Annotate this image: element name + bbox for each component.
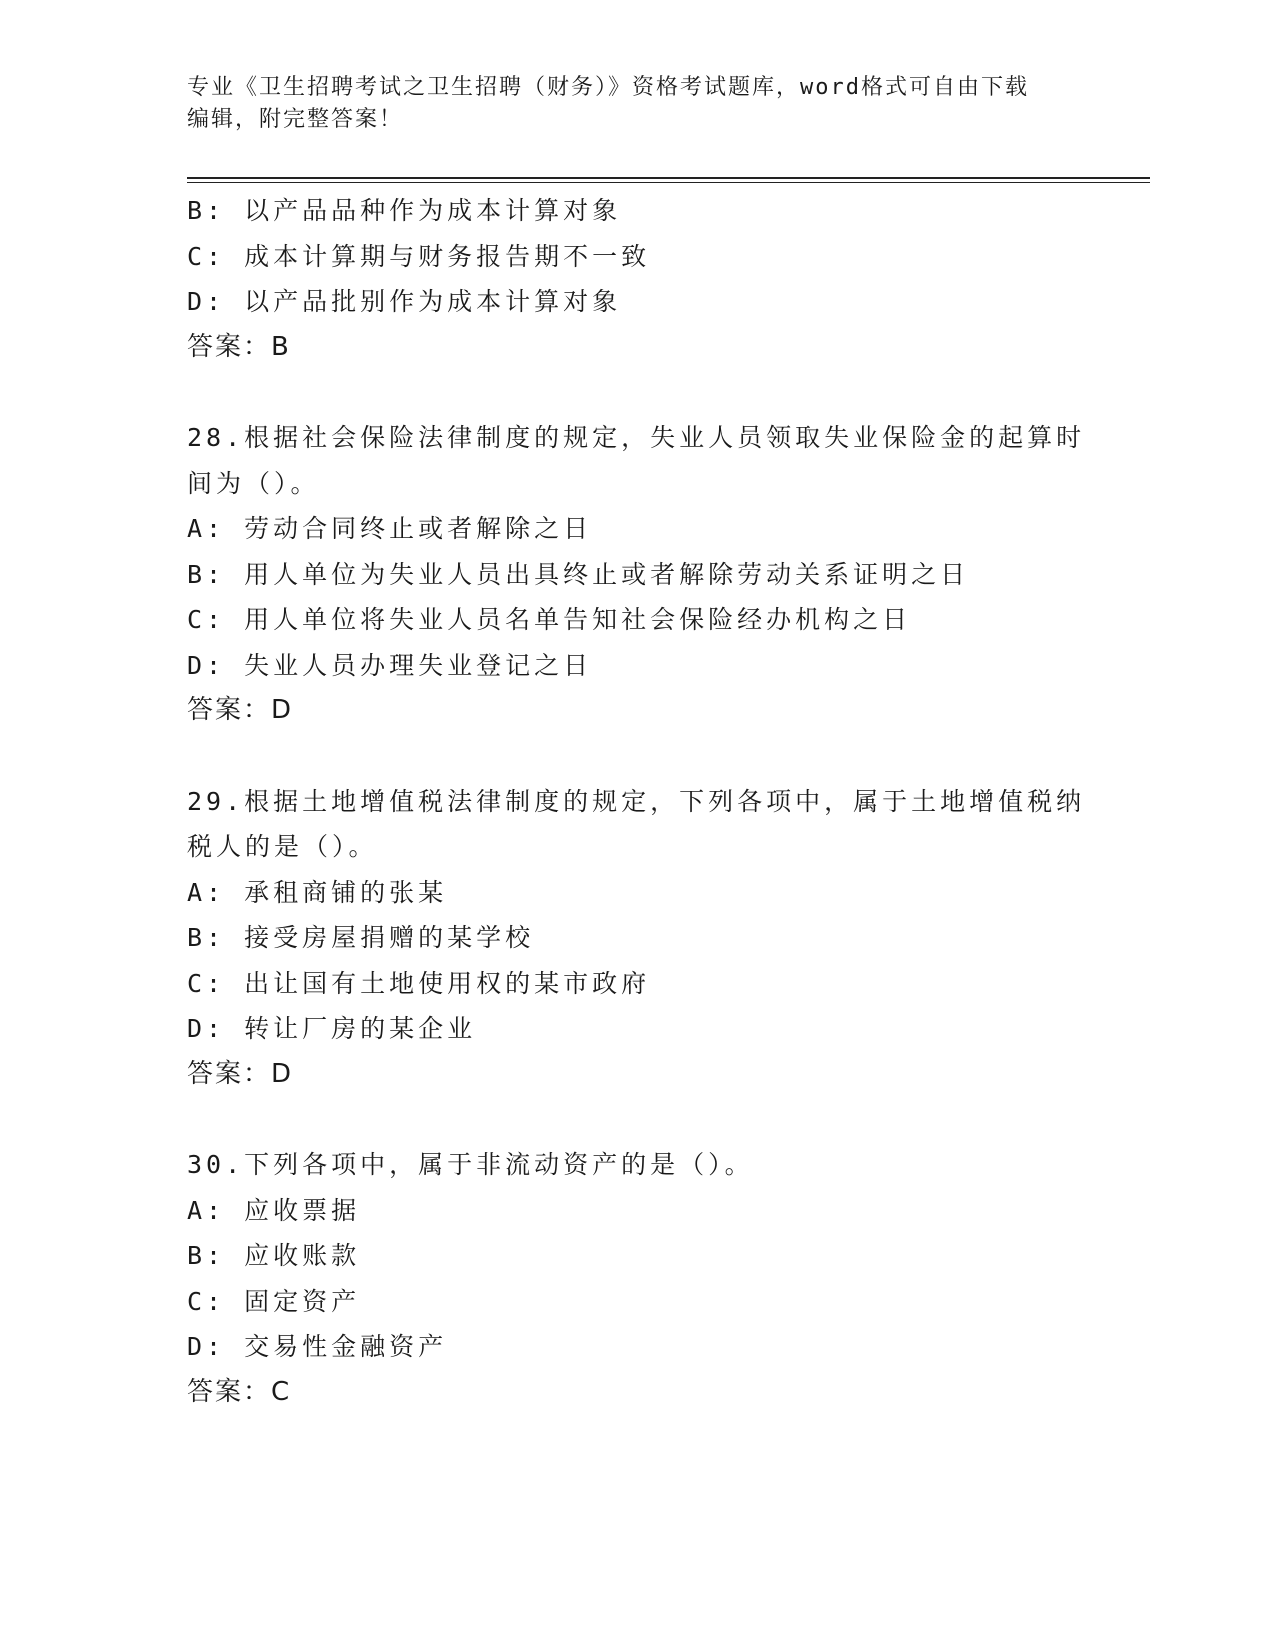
header-divider-thick — [187, 177, 1150, 179]
option-c: C: 固定资产 — [187, 1286, 361, 1316]
option-b: B: 用人单位为失业人员出具终止或者解除劳动关系证明之日 — [187, 559, 970, 589]
question-text-line-1: 30.下列各项中，属于非流动资产的是（）。 — [187, 1150, 754, 1179]
document-header — [187, 72, 1067, 136]
question-text-line-2: 税人的是（）。 — [187, 832, 378, 861]
question-block-29 — [187, 779, 1087, 1098]
answer-line: 答案：D — [187, 695, 294, 725]
option-d: D: 以产品批别作为成本计算对象 — [187, 287, 622, 316]
question-block-28 — [187, 415, 1087, 734]
option-a: A: 劳动合同终止或者解除之日 — [187, 514, 593, 543]
question-text-line-1: 29.根据土地增值税法律制度的规定，下列各项中，属于土地增值税纳 — [187, 786, 1086, 816]
header-line-2: 编辑，附完整答案！ — [187, 107, 404, 132]
header-divider-thin — [187, 182, 1150, 183]
answer-line: 答案：B — [187, 331, 291, 362]
answer-line: 答案：C — [187, 1376, 292, 1407]
question-text-line-1: 28.根据社会保险法律制度的规定，失业人员领取失业保险金的起算时 — [187, 423, 1086, 452]
option-a: A: 应收票据 — [187, 1195, 361, 1225]
option-c: C: 出让国有土地使用权的某市政府 — [187, 968, 651, 998]
header-line-1: 专业《卫生招聘考试之卫生招聘（财务）》资格考试题库，word格式可自由下载 — [187, 75, 1029, 100]
option-b: B: 应收账款 — [187, 1241, 361, 1270]
option-d: D: 交易性金融资产 — [187, 1332, 448, 1361]
question-text-line-2: 间为（）。 — [187, 468, 320, 498]
option-d: D: 转让厂房的某企业 — [187, 1014, 477, 1043]
option-a: A: 承租商铺的张某 — [187, 877, 448, 907]
option-d: D: 失业人员办理失业登记之日 — [187, 650, 593, 680]
question-list — [187, 188, 1087, 1415]
question-block-27 — [187, 188, 1087, 370]
question-block-30 — [187, 1142, 1087, 1415]
answer-line: 答案：D — [187, 1058, 294, 1089]
option-b: B: 以产品品种作为成本计算对象 — [187, 196, 622, 225]
option-c: C: 用人单位将失业人员名单告知社会保险经办机构之日 — [187, 605, 912, 634]
option-b: B: 接受房屋捐赠的某学校 — [187, 923, 535, 952]
option-c: C: 成本计算期与财务报告期不一致 — [187, 241, 651, 271]
